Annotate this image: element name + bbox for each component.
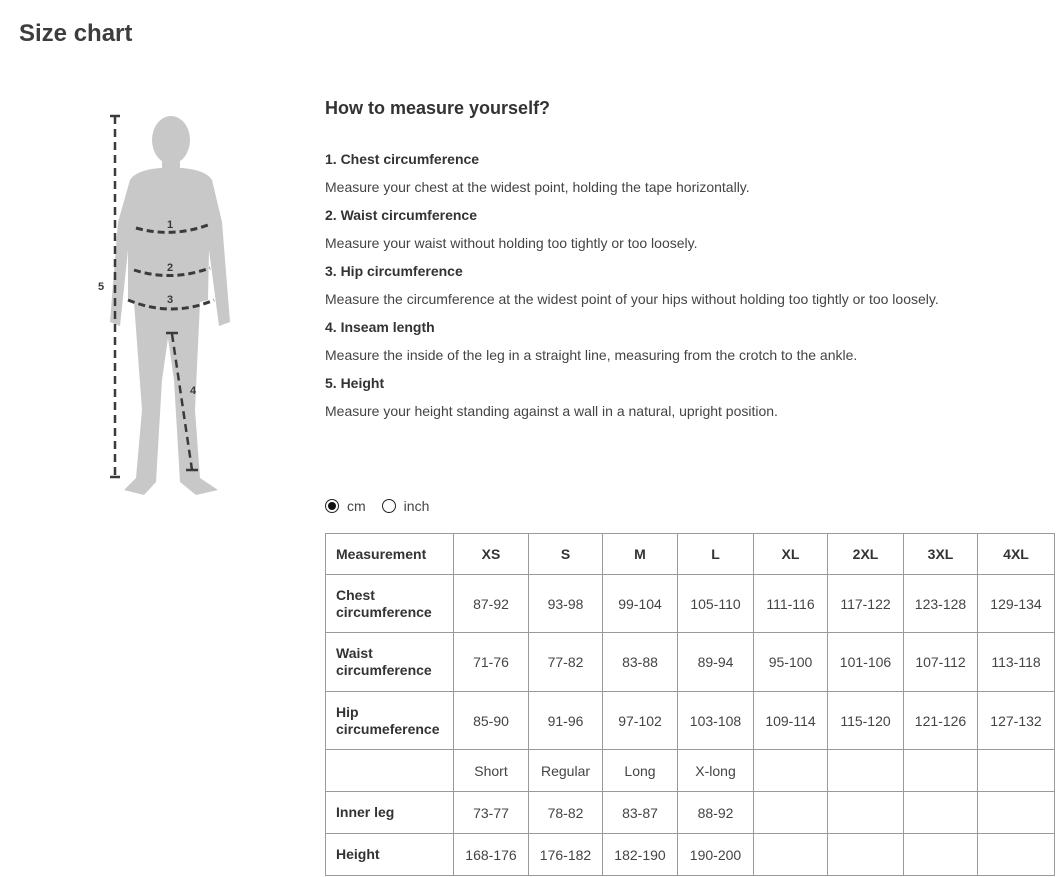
table-row <box>326 575 1055 633</box>
table-cell: 83-88 <box>603 633 678 692</box>
table-cell: 182-190 <box>603 834 678 876</box>
table-row <box>326 834 1055 876</box>
label-4: 4 <box>190 385 197 397</box>
step-title: 2. Waist circumference <box>325 207 477 223</box>
table-cell: 99-104 <box>603 575 678 633</box>
table-cell: 78-82 <box>529 792 603 834</box>
header-cell: 3XL <box>904 534 978 575</box>
header-cell: 4XL <box>978 534 1055 575</box>
header-cell: XS <box>454 534 529 575</box>
header-cell: L <box>678 534 754 575</box>
row-label: Height <box>326 834 454 876</box>
step-title: 1. Chest circumference <box>325 151 480 167</box>
table-cell: 95-100 <box>754 633 828 692</box>
step-description: Measure your waist without holding too tightly or too loosely. <box>325 235 698 251</box>
table-cell: 105-110 <box>678 575 754 633</box>
table-cell: 93-98 <box>529 575 603 633</box>
table-cell: 91-96 <box>529 692 603 750</box>
table-cell: X-long <box>678 750 754 792</box>
row-label: Waist circumference <box>326 633 454 692</box>
label-3: 3 <box>167 294 174 306</box>
table-row <box>326 792 1055 834</box>
row-label: Chest circumference <box>326 575 454 633</box>
label-1: 1 <box>167 219 174 231</box>
row-label: Inner leg <box>326 792 454 834</box>
table-cell <box>978 750 1055 792</box>
table-cell <box>754 750 828 792</box>
table-cell: 83-87 <box>603 792 678 834</box>
table-cell <box>904 750 978 792</box>
header-cell: S <box>529 534 603 575</box>
table-cell <box>828 834 904 876</box>
table-cell: 113-118 <box>978 633 1055 692</box>
step-waist <box>325 205 985 254</box>
row-label <box>326 750 454 792</box>
table-cell <box>754 792 828 834</box>
table-body <box>326 575 1055 876</box>
table-cell: Regular <box>529 750 603 792</box>
step-hip <box>325 261 985 310</box>
table-cell: 117-122 <box>828 575 904 633</box>
table-row <box>326 633 1055 692</box>
header-cell: Measurement <box>326 534 454 575</box>
table-cell: 127-132 <box>978 692 1055 750</box>
table-cell <box>904 792 978 834</box>
step-title: 4. Inseam length <box>325 319 435 335</box>
table-cell <box>754 834 828 876</box>
table-cell: 190-200 <box>678 834 754 876</box>
table-cell: Long <box>603 750 678 792</box>
how-to-title: How to measure yourself? <box>325 98 551 118</box>
size-table <box>325 533 1055 876</box>
table-cell: 85-90 <box>454 692 529 750</box>
table-cell: 88-92 <box>678 792 754 834</box>
table-row <box>326 692 1055 750</box>
radio-inch[interactable] <box>382 499 396 513</box>
step-title: 3. Hip circumference <box>325 263 463 279</box>
unit-selector <box>325 498 445 514</box>
table-cell: 103-108 <box>678 692 754 750</box>
table-cell: 121-126 <box>904 692 978 750</box>
unit-option-cm[interactable] <box>325 498 366 514</box>
table-cell: 77-82 <box>529 633 603 692</box>
header-cell: 2XL <box>828 534 904 575</box>
table-cell: 123-128 <box>904 575 978 633</box>
radio-cm[interactable] <box>325 499 339 513</box>
how-to-measure-section <box>325 98 985 429</box>
table-cell: 73-77 <box>454 792 529 834</box>
table-cell <box>904 834 978 876</box>
step-description: Measure the circumference at the widest point of your hips without holding too tightly or too loosely. <box>325 291 939 307</box>
unit-label-cm: cm <box>347 498 366 514</box>
table-row <box>326 750 1055 792</box>
table-cell: 87-92 <box>454 575 529 633</box>
table-cell: 109-114 <box>754 692 828 750</box>
step-inseam <box>325 317 985 366</box>
table-cell: 101-106 <box>828 633 904 692</box>
label-5: 5 <box>98 281 105 293</box>
header-cell: M <box>603 534 678 575</box>
table-cell: 107-112 <box>904 633 978 692</box>
table-cell: 71-76 <box>454 633 529 692</box>
table-cell <box>828 792 904 834</box>
table-cell: 111-116 <box>754 575 828 633</box>
table-cell: Short <box>454 750 529 792</box>
table-header-row <box>326 534 1055 575</box>
radio-selected-dot <box>328 502 336 510</box>
step-title: 5. Height <box>325 375 385 391</box>
table-cell: 97-102 <box>603 692 678 750</box>
measurement-figure <box>90 110 250 505</box>
table-cell: 129-134 <box>978 575 1055 633</box>
label-2: 2 <box>167 262 174 274</box>
table-cell <box>978 792 1055 834</box>
table-cell <box>978 834 1055 876</box>
row-label: Hip circumeference <box>326 692 454 750</box>
step-height <box>325 373 985 422</box>
step-chest <box>325 149 985 198</box>
step-description: Measure the inside of the leg in a straight line, measuring from the crotch to the ankle. <box>325 347 858 363</box>
step-description: Measure your chest at the widest point, holding the tape horizontally. <box>325 179 750 195</box>
unit-label-inch: inch <box>403 498 430 514</box>
unit-option-inch[interactable] <box>382 498 430 514</box>
page-title: Size chart <box>19 20 133 47</box>
table-cell: 168-176 <box>454 834 529 876</box>
table-cell: 115-120 <box>828 692 904 750</box>
table-cell: 176-182 <box>529 834 603 876</box>
table-cell <box>828 750 904 792</box>
table-cell: 89-94 <box>678 633 754 692</box>
step-description: Measure your height standing against a wall in a natural, upright position. <box>325 403 778 419</box>
header-cell: XL <box>754 534 828 575</box>
